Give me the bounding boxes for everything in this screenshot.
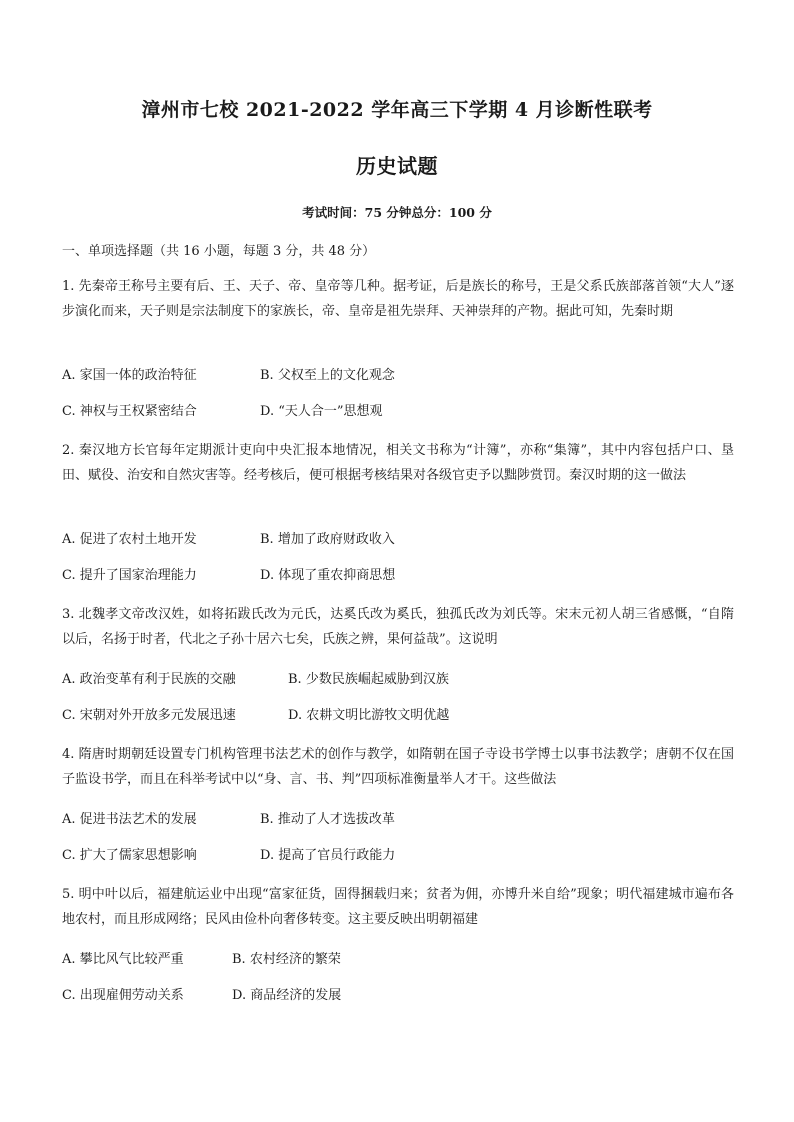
question-1-option-b: B. 父权至上的文化观念: [260, 368, 395, 383]
question-2-option-a: A. 促进了农村土地开发: [62, 532, 197, 547]
question-4-option-c: C. 扩大了儒家思想影响: [62, 848, 197, 863]
question-2-option-c: C. 提升了国家治理能力: [62, 568, 197, 583]
question-4-option-a: A. 促进书法艺术的发展: [62, 812, 197, 827]
question-1-stem: 1. 先秦帝王称号主要有后、王、天子、帝、皇帝等几种。据考证，后是族长的称号，王是父系氏族部落首领“大人”逐步演化而来，天子则是宗法制度下的家族长，帝、皇帝是祖先崇拜、天神崇拜的产物。据此可知，先秦时期: [62, 279, 734, 319]
question-1-option-d: D. “天人合一”思想观: [260, 404, 383, 419]
question-4-stem: 4. 隋唐时期朝廷设置专门机构管理书法艺术的创作与教学，如隋朝在国子寺设书学博士以事书法教学；唐朝不仅在国子监设书学，而且在科举考试中以“身、言、书、判”四项标准衡量举人才干。这些做法: [62, 747, 734, 787]
exam-info: 考试时间：75 分钟总分：100 分: [302, 205, 492, 220]
question-3-option-c: C. 宋朝对外开放多元发展迅速: [62, 708, 236, 723]
question-2-option-b: B. 增加了政府财政收入: [260, 532, 395, 547]
question-3-option-b: B. 少数民族崛起威胁到汉族: [288, 672, 449, 687]
question-4-option-b: B. 推动了人才选拔改革: [260, 812, 395, 827]
question-5-stem: 5. 明中叶以后，福建航运业中出现“富家征货，固得捆载归来；贫者为佣，亦博升米自给”现象；明代福建城市遍布各地农村，而且形成网络；民风由俭朴向奢侈转变。这主要反映出明朝福建: [62, 887, 734, 927]
section-heading: 一、单项选择题（共 16 小题，每题 3 分，共 48 分）: [62, 244, 376, 259]
question-2-stem: 2. 秦汉地方长官每年定期派计吏向中央汇报本地情况，相关文书称为“计簿”，亦称“集簿”，其中内容包括户口、垦田、赋役、治安和自然灾害等。经考核后，便可根据考核结果对各级官吏予以黜陟赏罚。秦汉时期的这一做法: [62, 443, 734, 483]
question-4-option-d: D. 提高了官员行政能力: [260, 848, 396, 863]
question-3-option-a: A. 政治变革有利于民族的交融: [62, 672, 236, 687]
exam-title: 漳州市七校 2021-2022 学年高三下学期 4 月诊断性联考: [141, 99, 653, 121]
question-2-option-d: D. 体现了重农抑商思想: [260, 568, 396, 583]
question-1-option-c: C. 神权与王权紧密结合: [62, 404, 197, 419]
question-3-option-d: D. 农耕文明比游牧文明优越: [288, 708, 450, 723]
question-5-option-c: C. 出现雇佣劳动关系: [62, 988, 184, 1003]
question-5-option-d: D. 商品经济的发展: [232, 988, 342, 1003]
question-3-stem: 3. 北魏孝文帝改汉姓，如将拓跋氏改为元氏，达奚氏改为奚氏，独孤氏改为刘氏等。宋末元初人胡三省感慨，“自隋以后，名扬于时者，代北之子孙十居六七矣，氏族之辨，果何益哉”。这说明: [62, 607, 734, 647]
question-1-option-a: A. 家国一体的政治特征: [62, 368, 197, 383]
question-5-option-a: A. 攀比风气比较严重: [62, 952, 184, 967]
question-5-option-b: B. 农村经济的繁荣: [232, 952, 341, 967]
subject-title: 历史试题: [356, 154, 438, 178]
